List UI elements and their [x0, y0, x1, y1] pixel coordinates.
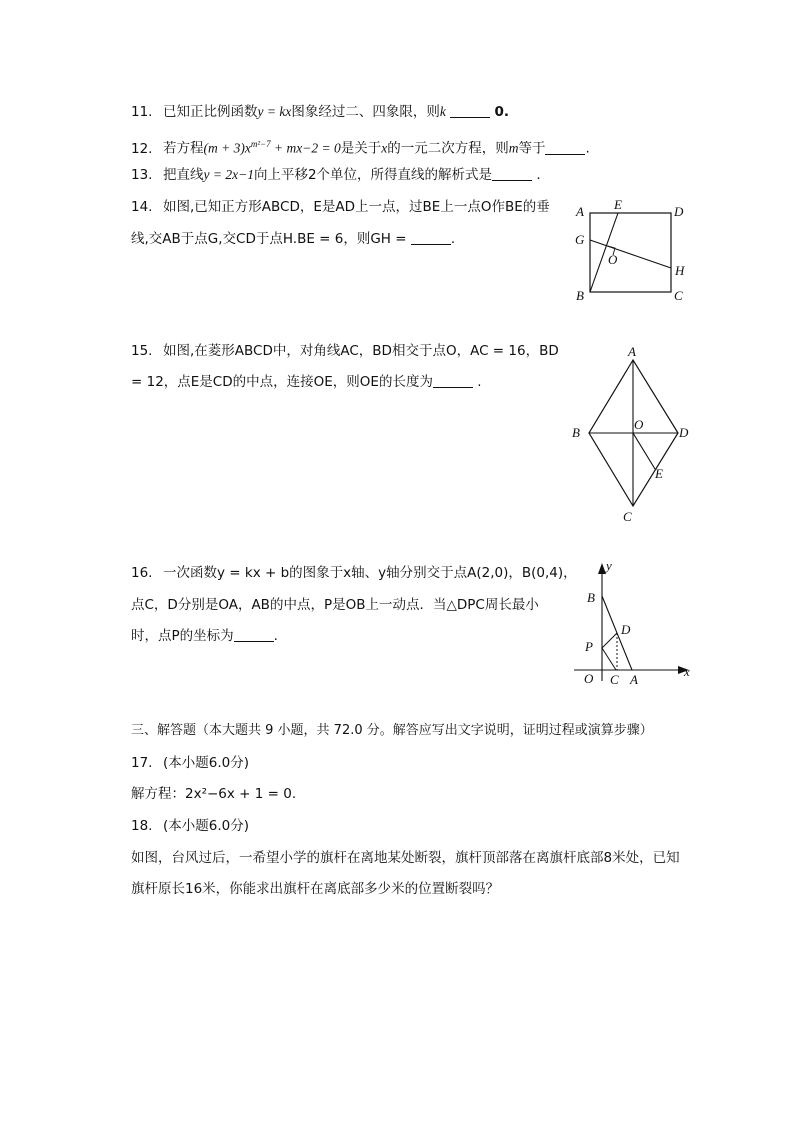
- label-o: O: [634, 417, 644, 432]
- question-14-line1: 14. 如图,已知正方形ABCD，E是AD上一点，过BE上一点O作BE的垂: [131, 199, 550, 215]
- label-g: G: [575, 232, 585, 247]
- label-d: D: [679, 425, 689, 440]
- answer-blank[interactable]: [545, 140, 585, 155]
- square-abcd: [590, 213, 671, 292]
- question-16-line3: 时，点P的坐标为 .: [131, 628, 278, 644]
- square-figure: [570, 198, 700, 308]
- answer-blank[interactable]: [492, 166, 532, 181]
- label-p: P: [585, 639, 593, 654]
- label-d: D: [674, 204, 684, 219]
- label-c: C: [674, 288, 683, 303]
- label-a: A: [576, 204, 584, 219]
- segment-oe: [633, 433, 655, 469]
- label-b: B: [572, 425, 580, 440]
- question-15-line1: 15. 如图,在菱形ABCD中，对角线AC，BD相交于点O，AC = 16，BD: [131, 343, 559, 359]
- coordinate-figure: [570, 556, 700, 691]
- y-axis-arrow: [598, 563, 606, 574]
- label-h: H: [675, 263, 685, 278]
- answer-blank[interactable]: [450, 103, 490, 118]
- label-d: D: [621, 622, 631, 637]
- segment-pd: [602, 633, 617, 648]
- question-11: 11. 已知正比例函数y = kx图象经过二、四象限，则k 0.: [131, 104, 509, 120]
- rhombus-figure: [566, 340, 696, 530]
- question-18-line2: 旗杆原长16米，你能求出旗杆在离底部多少米的位置断裂吗？: [131, 881, 500, 897]
- section-heading: 三、解答题（本大题共 9 小题，共 72.0 分。解答应写出文字说明，证明过程或演算步骤）: [131, 723, 653, 738]
- question-13: 13. 把直线y = 2x−1向上平移2个单位，所得直线的解析式是 .: [131, 167, 541, 183]
- answer-blank[interactable]: [411, 230, 451, 245]
- question-18-header: 18. (本小题6.0分): [131, 818, 250, 834]
- question-15-line2: = 12，点E是CD的中点，连接OE，则OE的长度为 .: [131, 374, 482, 390]
- label-o: O: [608, 252, 618, 267]
- question-17-text: 解方程：2x²−6x + 1 = 0.: [131, 786, 297, 802]
- label-a: A: [630, 672, 638, 687]
- answer-blank[interactable]: [433, 373, 473, 388]
- label-e: E: [614, 198, 622, 212]
- label-c: C: [610, 672, 619, 687]
- question-17-header: 17. (本小题6.0分): [131, 755, 250, 771]
- label-o: O: [584, 671, 594, 686]
- segment-pc: [602, 648, 616, 670]
- label-y: y: [606, 558, 612, 573]
- label-b: B: [576, 288, 584, 303]
- label-c: C: [623, 509, 632, 524]
- question-14-line2: 线,交AB于点G,交CD于点H.BE = 6，则GH = .: [131, 231, 456, 247]
- label-b: B: [587, 590, 595, 605]
- label-x: x: [684, 664, 690, 679]
- question-18-line1: 如图，台风过后，一希望小学的旗杆在离地某处断裂，旗杆顶部落在离旗杆底部8米处，已知: [131, 850, 680, 866]
- question-16-line2: 点C，D分别是OA，AB的中点，P是OB上一动点．当△DPC周长最小: [131, 597, 539, 613]
- segment-gh: [590, 240, 671, 268]
- label-e: E: [655, 466, 663, 481]
- question-12: 12. 若方程$(m + 3)x^{m^2-7} + mx-2 = 0$是关于x的一元二次方程，则m等于 .: [131, 139, 590, 157]
- label-a: A: [628, 344, 636, 359]
- answer-blank[interactable]: [234, 627, 274, 642]
- question-16-line1: 16. 一次函数y = kx + b的图象于x轴、y轴分别交于点A(2,0)，B(0,4)，: [131, 565, 577, 581]
